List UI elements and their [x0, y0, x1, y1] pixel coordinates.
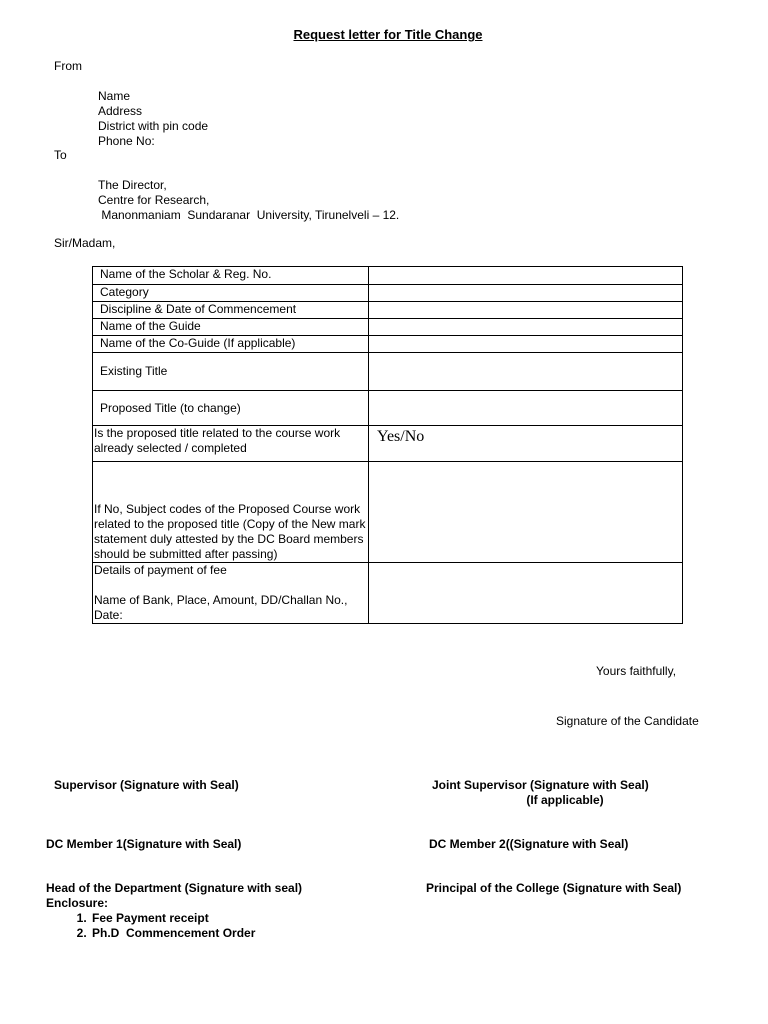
row-value[interactable] — [369, 319, 683, 336]
row-value[interactable] — [369, 563, 683, 624]
row-value[interactable] — [369, 426, 683, 462]
row-value[interactable] — [369, 353, 683, 391]
from-district: District with pin code — [98, 119, 209, 133]
signature-candidate: Signature of the Candidate — [556, 714, 699, 728]
enclosure-label: Enclosure: — [46, 896, 109, 910]
row-label: Existing Title — [93, 353, 369, 391]
table-row — [93, 319, 683, 336]
to-director: The Director, — [98, 178, 167, 192]
row-label: Is the proposed title related to the course work already selected / completed — [93, 426, 369, 462]
supervisor-signature: Supervisor (Signature with Seal) — [54, 778, 239, 792]
enclosure-list — [46, 911, 255, 941]
table-row — [93, 391, 683, 426]
bank-details-label: Name of Bank, Place, Amount, DD/Challan No., Date: — [94, 593, 348, 622]
to-label: To — [54, 148, 67, 162]
to-centre: Centre for Research, — [98, 193, 210, 207]
row-value[interactable] — [369, 336, 683, 353]
row-label: Name of the Scholar & Reg. No. — [93, 267, 369, 285]
closing: Yours faithfully, — [596, 664, 677, 678]
page-title: Request letter for Title Change — [293, 27, 483, 42]
row-label: Discipline & Date of Commencement — [93, 302, 369, 319]
list-item: 2. Ph.D Commencement Order — [90, 926, 255, 941]
table-row — [93, 285, 683, 302]
from-name: Name — [98, 89, 131, 103]
table-row — [93, 353, 683, 391]
table-row — [93, 462, 683, 563]
row-value[interactable] — [369, 462, 683, 563]
table-row — [93, 426, 683, 462]
row-value[interactable] — [369, 391, 683, 426]
row-label: Name of the Guide — [93, 319, 369, 336]
row-label: Category — [93, 285, 369, 302]
row-value[interactable] — [369, 285, 683, 302]
dc-member-1-signature: DC Member 1(Signature with Seal) — [46, 837, 242, 851]
to-university: Manonmaniam Sundaranar University, Tirunelveli – 12. — [98, 208, 400, 222]
salutation: Sir/Madam, — [54, 236, 116, 250]
row-label — [93, 563, 369, 624]
hod-signature: Head of the Department (Signature with seal) — [46, 881, 303, 895]
row-label: If No, Subject codes of the Proposed Course work related to the proposed title (Copy of the New mark statement duly attested by the DC Board members should be submitted after passing) — [93, 462, 369, 563]
row-value[interactable] — [369, 302, 683, 319]
from-phone: Phone No: — [98, 134, 155, 148]
dc-member-2-signature: DC Member 2((Signature with Seal) — [429, 837, 629, 851]
from-address: Address — [98, 104, 143, 118]
row-value[interactable] — [369, 267, 683, 285]
from-label: From — [54, 59, 82, 73]
joint-supervisor-signature: Joint Supervisor (Signature with Seal) — [432, 778, 649, 792]
table-row — [93, 302, 683, 319]
yes-no-value: Yes/No — [377, 428, 425, 445]
table-row — [93, 336, 683, 353]
list-item: 1. Fee Payment receipt — [90, 911, 255, 926]
fee-details-label: Details of payment of fee — [94, 563, 227, 577]
table-row — [93, 267, 683, 285]
principal-signature: Principal of the College (Signature with Seal) — [426, 881, 682, 895]
details-table — [92, 266, 683, 624]
joint-supervisor-note: (If applicable) — [526, 793, 604, 807]
row-label: Proposed Title (to change) — [93, 391, 369, 426]
row-label: Name of the Co-Guide (If applicable) — [93, 336, 369, 353]
table-row — [93, 563, 683, 624]
